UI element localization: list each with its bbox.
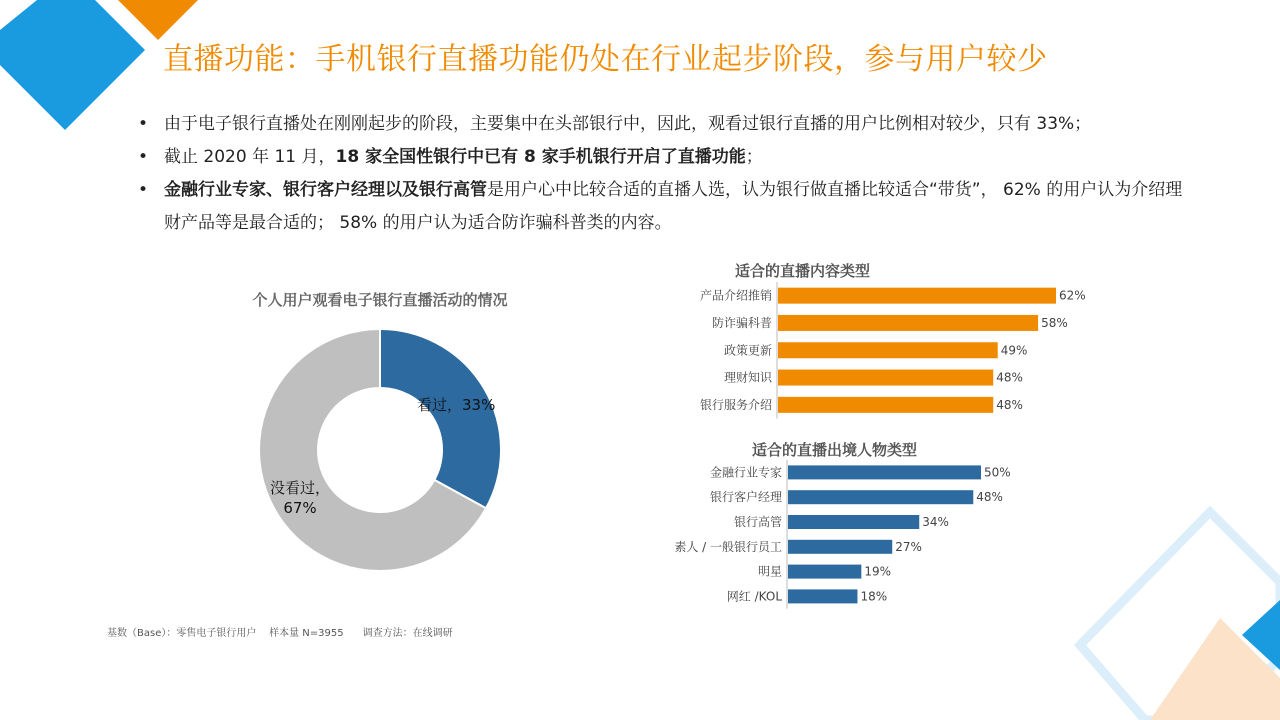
- bar-category-label: 银行客户经理: [709, 490, 782, 505]
- bar-mark: [778, 397, 993, 413]
- bullet-item: [138, 141, 1198, 174]
- bar-value-label: 58%: [1041, 315, 1068, 330]
- blue-diamond-shape: [0, 0, 145, 130]
- bar-value-label: 19%: [864, 564, 892, 579]
- bar-value-label: 48%: [976, 490, 1003, 505]
- bar-category-label: 网红 /KOL: [726, 589, 782, 604]
- bullet-list: [138, 108, 1198, 240]
- bar-mark: [788, 565, 861, 579]
- bar-value-label: 48%: [996, 370, 1023, 385]
- bar-category-label: 银行服务介绍: [699, 397, 772, 412]
- donut-label-not-watched: 67%: [283, 499, 317, 517]
- bullet-bold-text: 金融行业专家、银行客户经理以及银行高管: [164, 180, 487, 200]
- bullet-dot-icon: •: [138, 180, 149, 200]
- bar-value-label: 34%: [922, 515, 949, 529]
- bar-value-label: 50%: [984, 465, 1011, 480]
- bullet-item: [138, 108, 1198, 141]
- bar-category-label: 明星: [757, 564, 782, 579]
- bar-mark: [778, 288, 1056, 304]
- bullet-text: ；: [745, 147, 763, 167]
- bullet-bold-text: 18 家全国性银行中已有 8 家手机银行开启了直播功能: [335, 147, 746, 167]
- host-type-chart-title: 适合的直播出境人物类型: [752, 441, 918, 459]
- bar-category-label: 政策更新: [723, 343, 772, 358]
- bullet-dot-icon: •: [138, 114, 149, 134]
- bullet-item: [138, 174, 1198, 240]
- donut-label-watched: 看过，33%: [417, 396, 496, 414]
- bar-mark: [788, 515, 919, 529]
- bar-category-label: 防诈骗科普: [711, 315, 772, 330]
- host-type-bar-chart: [640, 460, 1140, 610]
- bar-value-label: 18%: [860, 589, 888, 604]
- donut-label-not-watched: 没看过，: [269, 479, 331, 497]
- bar-category-label: 金融行业专家: [709, 465, 782, 480]
- bar-mark: [778, 315, 1038, 331]
- bar-category-label: 理财知识: [723, 370, 772, 385]
- content-type-chart-title: 适合的直播内容类型: [735, 262, 871, 280]
- bar-category-label: 素人 / 一般银行员工: [674, 539, 782, 554]
- donut-chart: [230, 318, 530, 583]
- bar-value-label: 27%: [895, 539, 922, 554]
- footnote: 基数（Base）：零售电子银行用户 样本量 N=3955 调查方法：在线调研: [107, 628, 453, 639]
- bar-value-label: 48%: [996, 397, 1023, 412]
- bar-category-label: 产品介绍推销: [699, 288, 772, 303]
- bullet-text: 由于电子银行直播处在刚刚起步的阶段，主要集中在头部银行中，因此，观看过银行直播的用户比例相对较少，只有 33%；: [164, 114, 1092, 134]
- bar-value-label: 49%: [1000, 343, 1028, 358]
- donut-chart-title: 个人用户观看电子银行直播活动的情况: [252, 291, 508, 309]
- bar-mark: [788, 490, 973, 504]
- page-title: 直播功能：手机银行直播功能仍处在行业起步阶段，参与用户较少: [163, 42, 1048, 77]
- bar-mark: [788, 589, 857, 603]
- bar-category-label: 银行高管: [733, 515, 782, 529]
- bullet-text: 截止 2020 年 11 月，: [164, 147, 336, 167]
- bullet-text: 是用户心中比较合适的直播人选，认为银行做直播比较适合“带货”， 62% 的用户认为介绍理财产品等是最合适的； 58% 的用户认为适合防诈骗科普类的内容。: [164, 180, 1183, 233]
- donut-slice-1: [380, 329, 501, 508]
- bar-mark: [788, 540, 892, 554]
- bullet-dot-icon: •: [138, 147, 149, 167]
- bar-value-label: 62%: [1059, 288, 1086, 303]
- content-type-bar-chart: [640, 282, 1140, 420]
- bar-mark: [788, 465, 981, 479]
- bar-mark: [778, 342, 998, 358]
- bar-mark: [778, 370, 993, 386]
